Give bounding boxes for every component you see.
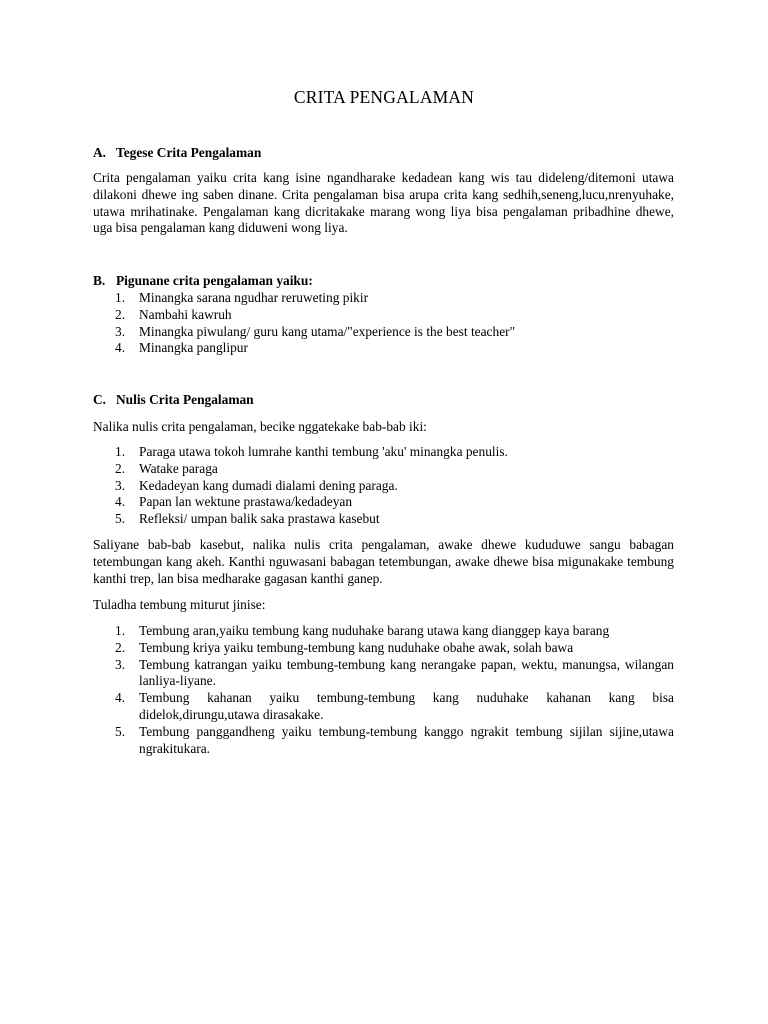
list-item <box>93 657 674 691</box>
list-item-text: Tembung kriya yaiku tembung-tembung kang nuduhake obahe awak, solah bawa <box>139 639 574 655</box>
section-b-title: Pigunane crita pengalaman yaiku: <box>116 273 313 288</box>
list-item <box>93 724 674 758</box>
list-item-text: Kedadeyan kang dumadi dialami dening paraga. <box>139 477 398 493</box>
list-number: 1. <box>115 290 126 305</box>
section-c-title: Nulis Crita Pengalaman <box>116 392 254 407</box>
section-c-list <box>93 444 674 528</box>
section-a-letter: A. <box>93 145 107 160</box>
list-item-text: Watake paraga <box>139 460 218 476</box>
examples-list <box>93 623 674 757</box>
list-item-text: Paraga utawa tokoh lumrahe kanthi tembung 'aku' minangka penulis. <box>139 444 508 459</box>
list-item-text: Minangka sarana ngudhar reruweting pikir <box>139 290 369 305</box>
list-item-text: Tembung kahanan yaiku tembung-tembung kang nuduhake kahanan kang bisa didelok,dirungu,utawa dirasakake. <box>139 690 674 722</box>
list-number: 1. <box>115 444 126 459</box>
section-a-heading <box>93 145 261 162</box>
list-item <box>93 623 674 640</box>
list-item <box>93 340 674 357</box>
list-number: 4. <box>115 494 126 510</box>
list-item-text: Tembung katrangan yaiku tembung-tembung kang nerangake papan, wektu, manungsa, wilangan lanliya-liyane. <box>139 656 674 689</box>
list-item-text: Nambahi kawruh <box>139 306 232 322</box>
list-number: 2. <box>115 639 126 655</box>
list-item <box>93 640 674 657</box>
list-item <box>93 290 674 307</box>
list-number: 3. <box>115 656 126 672</box>
section-a-paragraph: Crita pengalaman yaiku crita kang isine ngandharake kedadean kang wis tau dideleng/ditemoni utawa dilakoni dhewe ing saben dinane. Crita pengalaman bisa arupa crita kang sedhih,seneng,lucu,nrenyuhake, utawa mrihatinake. Pengalaman kang dicritakake marang wong liya bisa pengalaman pribadhine dhewe, uga bisa pengalaman kang diduweni wong liya. <box>93 170 674 236</box>
section-b-letter: B. <box>93 273 106 288</box>
list-number: 4. <box>115 340 126 356</box>
list-item <box>93 478 674 495</box>
section-c-intro: Nalika nulis crita pengalaman, becike nggatekake bab-bab iki: <box>93 419 427 434</box>
list-item-text: Refleksi/ umpan balik saka prastawa kasebut <box>139 511 380 527</box>
list-item-text: Minangka panglipur <box>139 340 248 356</box>
section-b-list <box>93 290 674 357</box>
section-c-letter: C. <box>93 392 107 407</box>
list-item <box>93 324 674 341</box>
list-item-text: Tembung aran,yaiku tembung kang nuduhake barang utawa kang dianggep kaya barang <box>139 623 610 638</box>
list-item <box>93 511 674 528</box>
list-item-text: Minangka piwulang/ guru kang utama/"experience is the best teacher" <box>139 323 516 339</box>
section-c-paragraph: Saliyane bab-bab kasebut, nalika nulis crita pengalaman, awake dhewe kududuwe sangu babagan tetembungan kang akeh. Kanthi nguwasani babagan tetembungan, awake dhewe bisa migunakake tembung kanthi trep, lan bisa medharake gagasan kanthi ganep. <box>93 537 674 586</box>
list-number: 4. <box>115 690 126 706</box>
list-number: 5. <box>115 511 126 527</box>
list-number: 2. <box>115 306 126 322</box>
list-item-text: Papan lan wektune prastawa/kedadeyan <box>139 494 353 510</box>
list-number: 5. <box>115 723 126 739</box>
list-number: 1. <box>115 623 126 638</box>
list-item <box>93 444 674 461</box>
section-b-heading <box>93 273 313 290</box>
list-item <box>93 307 674 324</box>
list-number: 3. <box>115 477 126 493</box>
list-item <box>93 690 674 724</box>
list-number: 2. <box>115 460 126 476</box>
list-item <box>93 461 674 478</box>
list-item-text: Tembung panggandheng yaiku tembung-tembung kanggo ngrakit tembung sijilan sijine,utawa ngrakitukara. <box>139 723 674 756</box>
section-c-heading <box>93 392 254 409</box>
section-a-title: Tegese Crita Pengalaman <box>116 145 262 160</box>
page-title: CRITA PENGALAMAN <box>293 87 475 107</box>
list-item <box>93 494 674 511</box>
list-number: 3. <box>115 323 126 339</box>
examples-intro: Tuladha tembung miturut jinise: <box>93 597 266 612</box>
